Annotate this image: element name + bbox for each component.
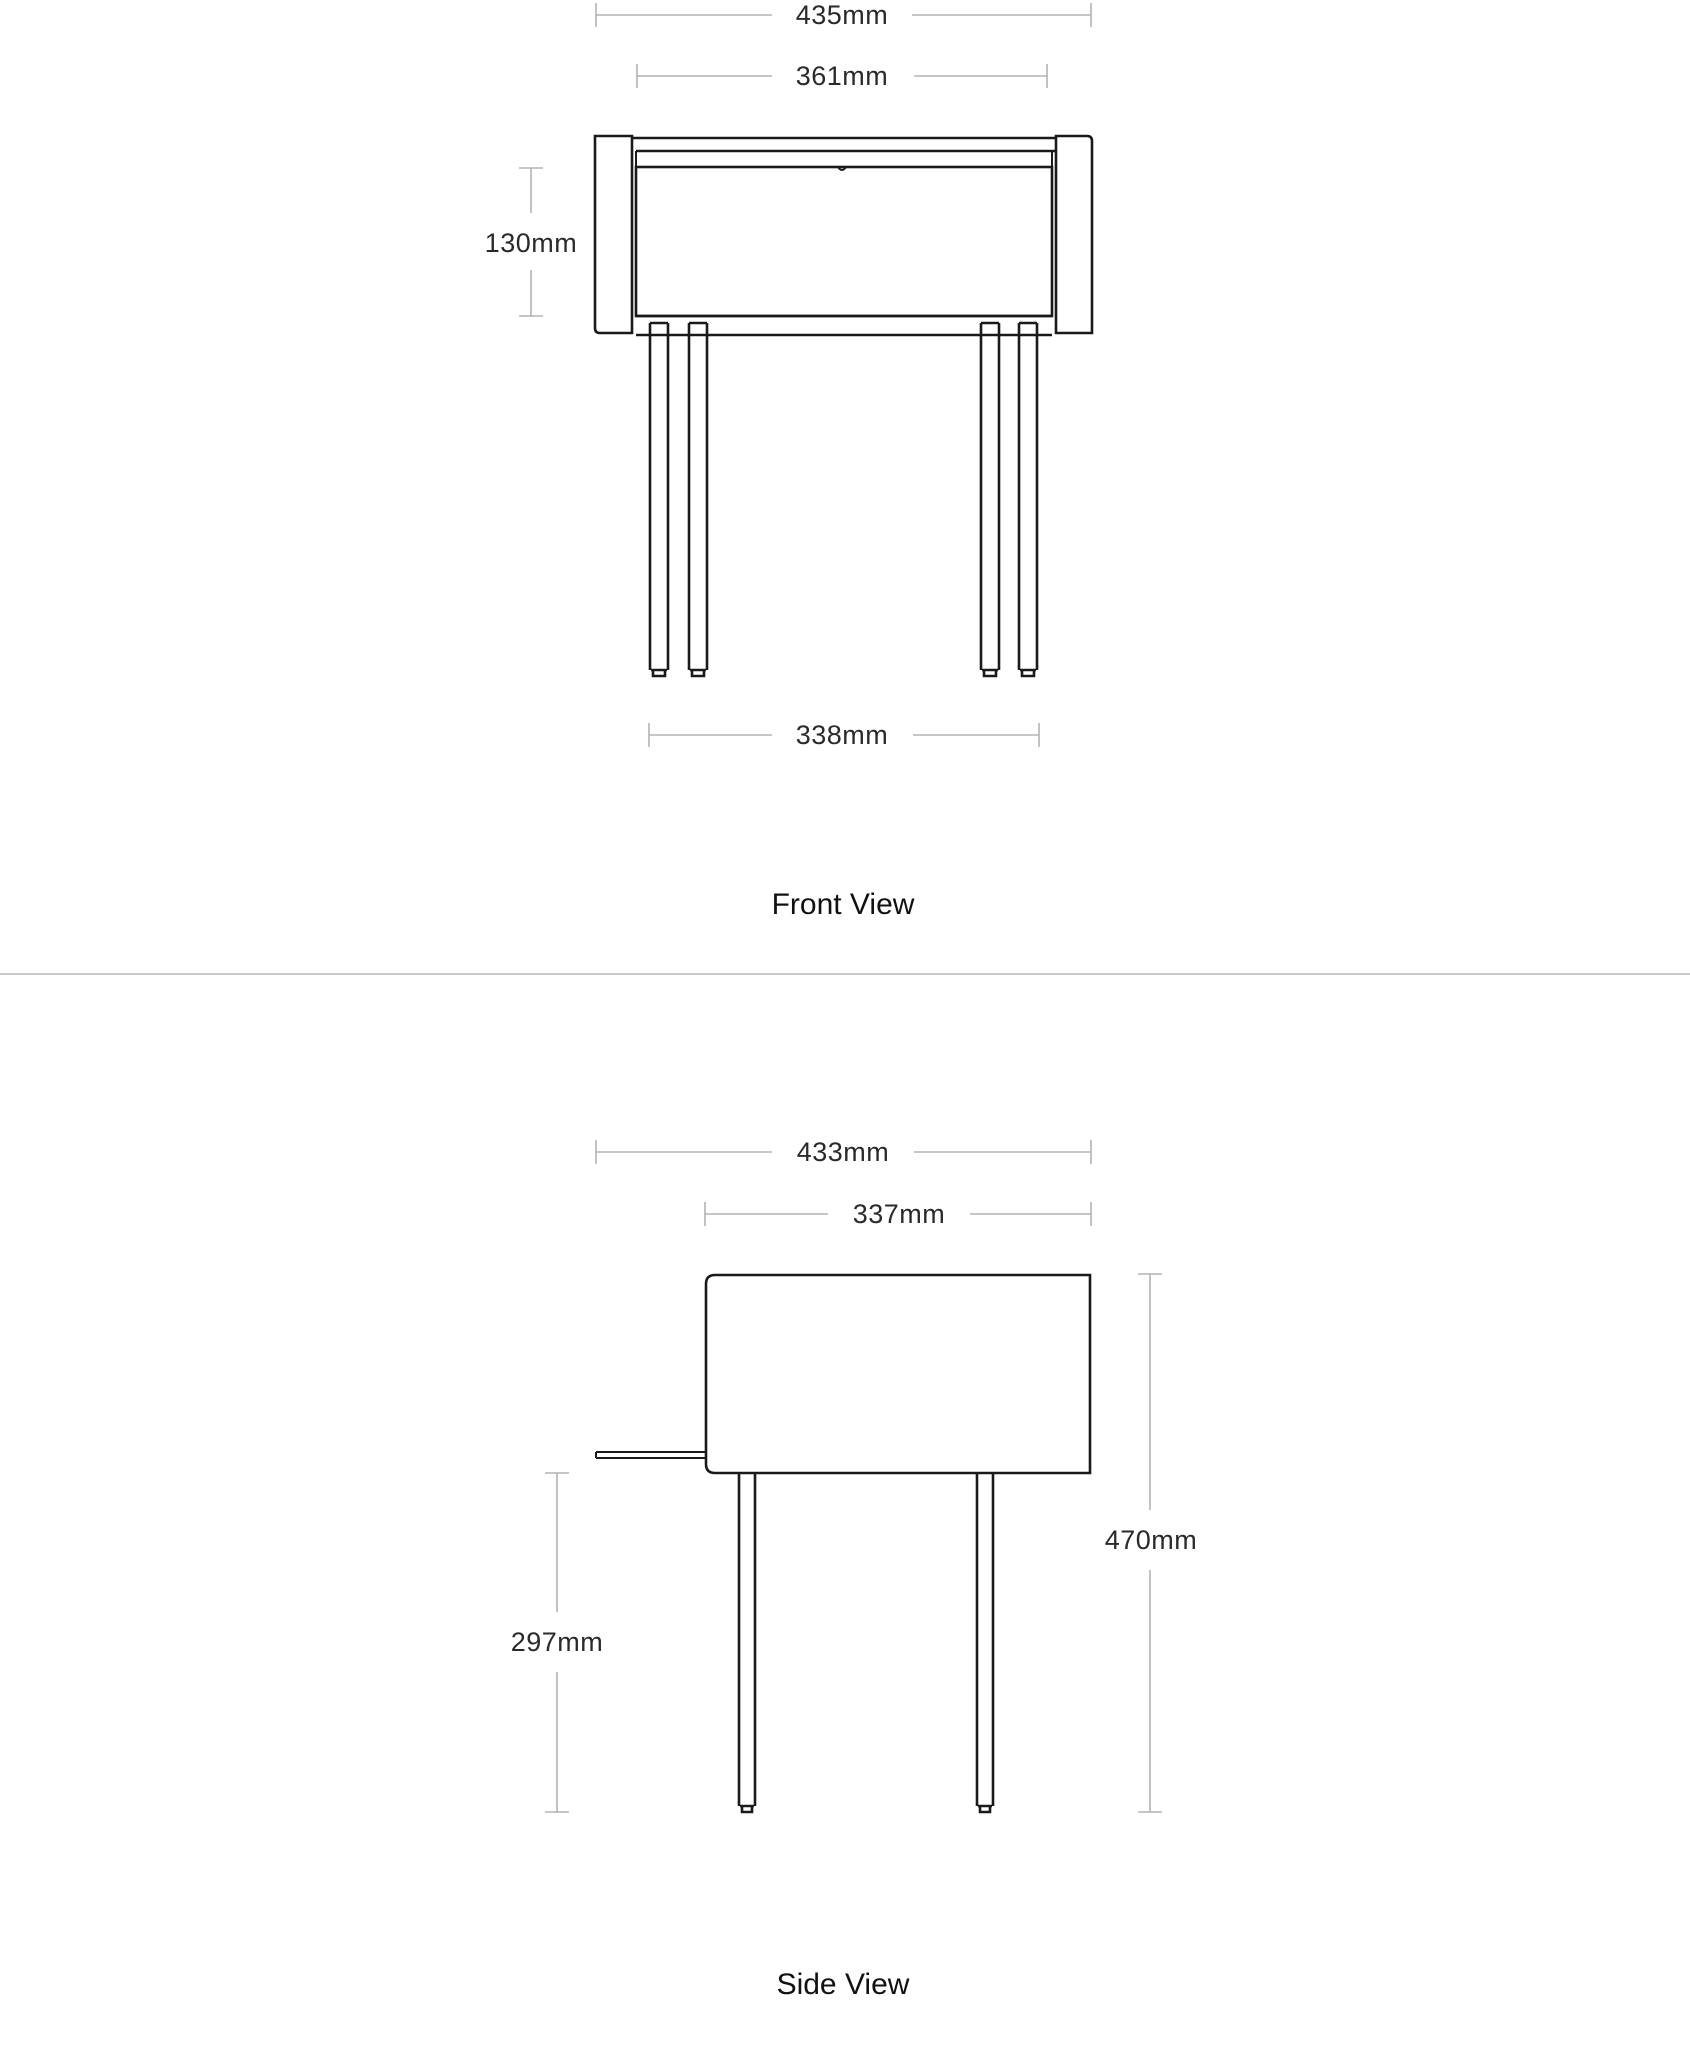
dimension-label: 337mm (852, 1199, 946, 1229)
drawer-front (636, 167, 1052, 316)
dimension-drawer-width (637, 61, 1047, 91)
dimension-overall-width (596, 0, 1091, 30)
dimension-label: 433mm (796, 1137, 890, 1167)
leg-3 (981, 323, 999, 676)
front-view (485, 0, 1092, 921)
side-view (511, 1137, 1198, 2001)
dimension-overall-height (1105, 1274, 1198, 1812)
dimension-label: 338mm (795, 720, 889, 750)
left-side-panel (595, 136, 632, 333)
dimension-drawer-height (485, 168, 578, 316)
leg-4 (1019, 323, 1037, 676)
drawer-extension (596, 1452, 706, 1458)
dimension-body-depth (705, 1199, 1091, 1229)
nightstand-front (595, 136, 1092, 676)
leg-1 (650, 323, 668, 676)
dimension-label: 297mm (510, 1627, 604, 1657)
dimension-label: 435mm (795, 0, 889, 30)
dimension-label: 470mm (1104, 1525, 1198, 1555)
dimension-leg-span (649, 720, 1039, 750)
dimension-label: 361mm (795, 61, 889, 91)
leg-2 (689, 323, 707, 676)
nightstand-side (596, 1275, 1090, 1812)
dimension-leg-height (511, 1473, 604, 1812)
side-leg-front (739, 1473, 755, 1812)
front-view-label: Front View (771, 888, 915, 921)
side-view-label: Side View (776, 1968, 910, 2001)
side-body (706, 1275, 1090, 1473)
right-side-panel (1056, 136, 1092, 333)
side-leg-back (977, 1473, 993, 1812)
dimension-overall-depth (596, 1137, 1091, 1167)
dimension-label: 130mm (484, 228, 578, 258)
